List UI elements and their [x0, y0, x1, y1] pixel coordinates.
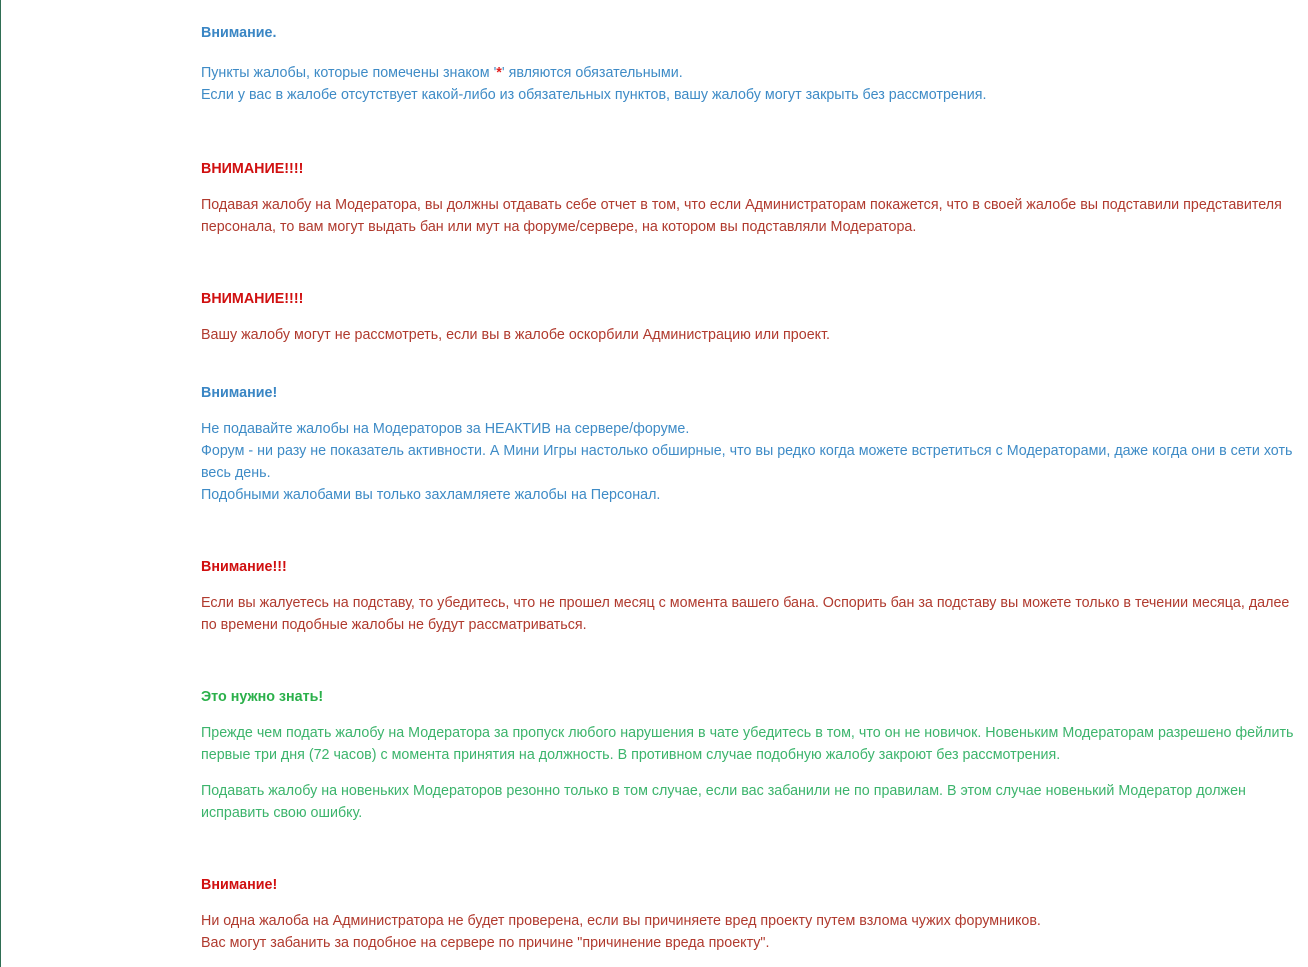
notice-moderator-framing [201, 158, 1296, 238]
notice-line: Если у вас в жалобе отсутствует какой-либо из обязательных пунктов, вашу жалобу могут закрыть без рассмотрения. [201, 87, 987, 103]
notice-title: ВНИМАНИЕ!!!! [201, 291, 304, 307]
notice-line [201, 62, 1296, 84]
notice-account-hacking [201, 874, 1296, 954]
notice-inactive-moderators [201, 382, 1296, 506]
notice-line: Не подавайте жалобы на Модераторов за НЕАКТИВ на сервере/форуме. [201, 421, 690, 437]
notice-paragraph: Подавать жалобу на новеньких Модераторов резонно только в том случае, если вас забанили не по правилам. В этом случае новенький Модератор должен исправить свою ошибку. [201, 783, 1246, 821]
notice-insults [201, 288, 1296, 346]
notice-text: ' являются обязательными. [501, 65, 683, 81]
notice-line: Форум - ни разу не показатель активности. А Мини Игры настолько обширные, что вы редко когда можете встретиться с Модераторами, даже когда они в сети хоть весь день. [201, 443, 1293, 481]
notice-title: Внимание. [201, 25, 277, 41]
notice-title: Внимание!!! [201, 559, 287, 575]
notice-title: Внимание! [201, 877, 278, 893]
notice-text: Вашу жалобу могут не рассмотреть, если вы в жалобе оскорбили Администрацию или проект. [201, 327, 831, 343]
notice-title: Это нужно знать! [201, 689, 324, 705]
notice-line: Вас могут забанить за подобное на сервере по причине "причинение вреда проекту". [201, 935, 770, 951]
notice-frame-appeal-deadline [201, 556, 1296, 636]
notice-text: Пункты жалобы, которые помечены знаком ' [201, 65, 497, 81]
notice-line: Подобными жалобами вы только захламляете жалобы на Персонал. [201, 487, 661, 503]
notice-title: Внимание! [201, 385, 278, 401]
notice-title: ВНИМАНИЕ!!!! [201, 161, 304, 177]
notice-required-fields [201, 22, 1296, 106]
notice-text: Если вы жалуетесь на подставу, то убедитесь, что не прошел месяц с момента вашего бана. Оспорить бан за подставу вы можете только в течении месяца, далее по времени подобные жалобы не будут рассматриваться. [201, 595, 1290, 633]
notice-line: Ни одна жалоба на Администратора не будет проверена, если вы причиняете вред проекту путем взлома чужих форумников. [201, 913, 1041, 929]
notice-paragraph: Прежде чем подать жалобу на Модератора за пропуск любого нарушения в чате убедитесь в том, что он не новичок. Новеньким Модераторам разрешено фейлить первые три дня (72 часов) с момента принятия на должность. В противном случае подобную жалобу закроют без рассмотрения. [201, 725, 1294, 763]
notice-new-moderators [201, 686, 1296, 824]
required-star: * [496, 65, 502, 81]
notice-text: Подавая жалобу на Модератора, вы должны отдавать себе отчет в том, что если Администраторам покажется, что в своей жалобе вы подставили представителя персонала, то вам могут выдать бан или мут на форуме/сервере, на котором вы подставляли Модератора. [201, 197, 1282, 235]
